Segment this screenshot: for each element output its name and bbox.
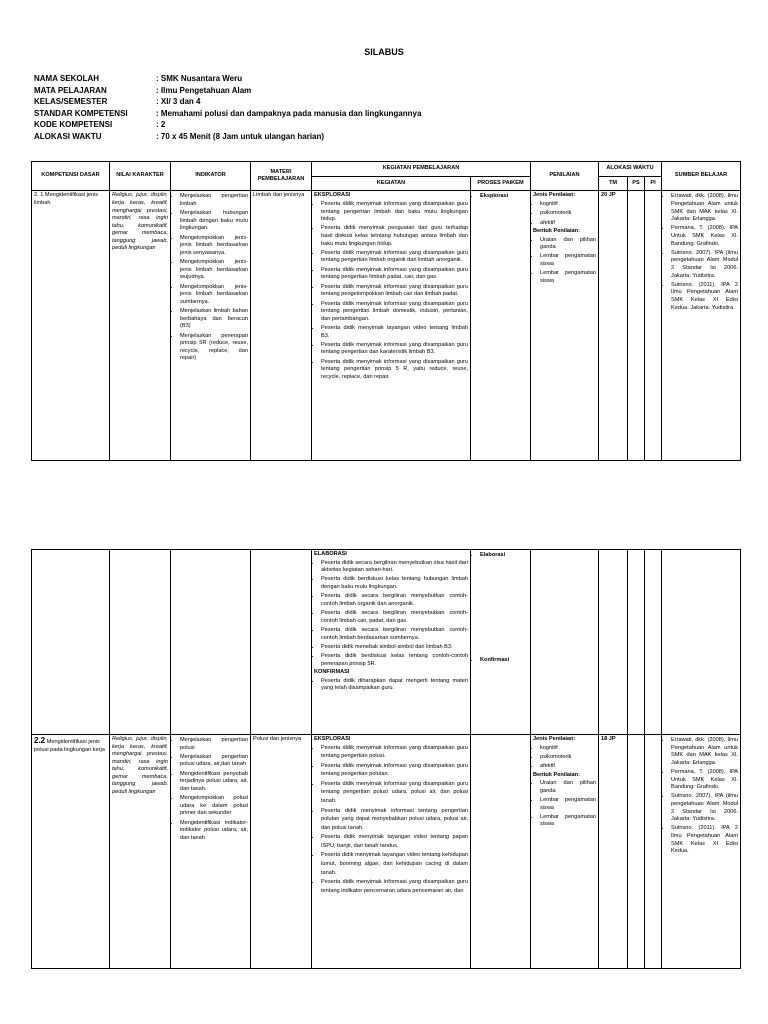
list-item: • Peserta didik menyimak tayangan video tentang papan ISPU, banjir, dan tanah tandus. [321, 833, 468, 850]
list-item: • Peserta didik menyimak informasi yang disampaikan guru tentang pengertian polutan. [321, 762, 468, 779]
info-value: : 2 [156, 120, 166, 130]
identity-block [34, 73, 421, 143]
jenis-penilaian-title: Jenis Penilaian: [533, 192, 576, 199]
indikator-cell [171, 735, 251, 969]
header-sumber-belajar: SUMBER BELAJAR [662, 162, 741, 191]
materi-cell: Limbah dan jenisnya [251, 191, 312, 461]
info-value: : XI/ 3 dan 4 [156, 97, 201, 107]
list-item: • Peserta didik menyimak tayangan video tentang limbah B3. [321, 324, 468, 340]
list-item: • afektif [540, 219, 596, 228]
penilaian-cell [531, 191, 599, 461]
list-item: • Peserta didik menyimak informasi yang disampaikan guru tentang pengertian limbah dan baku mutu lingkungan hidup. [321, 200, 468, 224]
list-item: • Mengidentifikasi penyebab terjadinya polusi udara, air, dan tanah. [180, 770, 248, 794]
list-item: • Mengidentifikasi indikator-indikator polusi udara, air, dan tanah [180, 819, 248, 843]
kd-number: 2. 1 [34, 192, 44, 199]
list-item: • Peserta didik menyimak informasi yang disampaikan guru tentang indikator pencemaran udara pencemaran air, dan [321, 878, 468, 895]
syllabus-table-page-2 [31, 549, 741, 969]
list-item: • Eksplorasi [480, 192, 528, 201]
info-label: KELAS/SEMESTER [34, 97, 108, 107]
list-item: • Peserta didik secara bergiliran menyebutkan sisa hasil dari aktivitas kegiatan sehari-hari. [321, 559, 468, 575]
info-value: : 70 x 45 Menit (8 Jam untuk ulangan harian) [156, 131, 325, 141]
nilai-karakter-cell [110, 550, 171, 735]
list-item: • Peserta didik menyimak informasi yang disampaikan guru tentang pengertian polusi. [321, 744, 468, 761]
kompetensi-dasar-cell [32, 550, 110, 735]
sumber-belajar-cell [662, 735, 741, 969]
info-row [34, 131, 421, 143]
list-item: • Peserta didik menyimak informasi yang disampaikan guru tentang pengertian limbah domestik, industri, pertanian, dan pertambangan. [321, 300, 468, 324]
syllabus-table-page-1 [31, 161, 741, 461]
list-item: • Peserta didik menyimak informasi yang disampaikan guru tentang pengertian polusi udara, polusi air, dan polusi tanah. [321, 780, 468, 806]
list-item: • Sutrisno. 2007). IPA (ilmu pengetahuan Alam Modul 2 Standar Isi 2006. Jakarta: Yudistira. [671, 792, 738, 823]
kegiatan-cell [312, 735, 471, 969]
ps-cell [628, 191, 645, 461]
list-item: • Peserta didik menyimak informasi yang disampaikan guru tentang pengelompokkan limbah cair dan limbah padat. [321, 283, 468, 299]
header-indikator: INDIKATOR [171, 162, 251, 191]
kd-text: Mengidentifikasi jenis polusi pada lingkungan kerja [34, 739, 105, 753]
list-item: • Permana, T. (2008). IPA Untuk SMK Kelas XI. Bandung: Grafindo. [671, 768, 738, 792]
proses-paikem-cell [471, 735, 531, 969]
list-item: • Peserta didik menyimak informasi yang disampaikan guru tentang pengertian limbah padat, cair, dan gas. [321, 266, 468, 282]
list-item: • Sutrisno. 2007). IPA (ilmu pengetahuan Alam Modul 2 Standar Isi 2006. Jakarta: Yudistira. [671, 249, 738, 280]
nilai-karakter-cell: Religius, jujur, displin, kerja keras, kreatif, menghargai prestasi, mandiri, rasa ingin tahu, komunikatif, gemar membaca, tanggung jawab, peduli lingkungan [110, 191, 171, 461]
kd-text: Mengidentifikasi jenis limbah [34, 192, 99, 207]
table-row [32, 191, 741, 461]
list-item: • Lembar pengamatan siswa [540, 269, 596, 285]
sumber-belajar-cell [662, 550, 741, 735]
list-item: • Peserta didik berdiskusi kelas tentang contoh-contoh penerapan prinsip 5R. [321, 652, 468, 668]
ps-cell [628, 550, 645, 735]
list-item: • Peserta didik menyimak informasi tentang pengertian polutan yang dapat menyebabkan polusi udara, polusi air, dan polusi tanah. [321, 807, 468, 833]
list-item: • Errawati, dkk. (2008). Ilmu Pengetahuan Alam untuk SMK dan MAK kelas XI. Jakarta: Erlangga. [671, 736, 738, 767]
section-title-elaborasi: ELABORASI [314, 551, 347, 557]
list-item: • Lembar pengamatan siswa [540, 813, 596, 829]
info-label: ALOKASI WAKTU [34, 131, 102, 141]
info-label: NAMA SEKOLAH [34, 74, 100, 83]
list-item: • Menjelaskan pengertian polusi [180, 736, 248, 752]
list-item: • Peserta didik menyimak informasi yang disampaikan guru tentang pengertian limbah organik dan limbah anorganik. [321, 249, 468, 265]
list-item: • Lembar pengamatan siswa [540, 252, 596, 268]
indikator-cell [171, 550, 251, 735]
kompetensi-dasar-cell [32, 191, 110, 461]
section-title-konfirmasi: KONFIRMASI [314, 669, 350, 676]
proses-paikem-cell [471, 550, 531, 735]
section-title-eksplorasi: EKSPLORASI [314, 192, 351, 199]
list-item: • Sutrisno. (2011). IPA 2 Ilmu Pengetahuan Alam SMK Kelas XI Edisi Kedua. Jakarta: Yudistira. [671, 281, 738, 312]
nilai-karakter-cell: Religius, jujur, displin, kerja keras, kreatif, menghargai prestasi, mandiri, rasa ingin tahu, komunikatif, gemar membaca, tanggung jawab, peduli lingkungan [110, 735, 171, 969]
list-item: • Errawati, dkk. (2008). Ilmu Pengetahuan Alam untuk SMK dan MAK kelas XI. Jakarta: Erlangga. [671, 192, 738, 223]
list-item: • kognitif [540, 200, 596, 209]
list-item: • Mengelompokkan polusi udara ke dalam polusi primer dan sekunder [180, 794, 248, 818]
info-row [34, 73, 421, 85]
section-title-eksplorasi: EKSPLORASI [314, 736, 351, 742]
tm-cell: 20 JP [599, 191, 628, 461]
list-item: • Uraian dan pilihan ganda [540, 779, 596, 795]
bentuk-penilaian-title: Bentuk Penilaian: [533, 228, 580, 235]
list-item: • Peserta didik secara bergiliran menyebutkan contoh-contoh limbah berdasarkan sumbernya. [321, 626, 468, 642]
table-row [32, 735, 741, 969]
info-value: : SMK Nusantara Weru [156, 74, 243, 83]
info-label: STANDAR KOMPETENSI [34, 108, 128, 118]
header-alokasi-waktu: ALOKASI WAKTU [599, 162, 662, 177]
list-item: • Menjelaskan hubungan limbah dengan baku mutu lingkungan. [180, 209, 248, 233]
list-item: • afektif [540, 762, 596, 771]
proses-paikem-cell [471, 191, 531, 461]
info-value: : Memahami polusi dan dampaknya pada manusia dan lingkungannya [156, 108, 422, 118]
list-item: • Peserta didik berdiskusi kelas tentang hubungan limbah dengan baku mutu lingkungan. [321, 575, 468, 591]
header-proses-paikem: PROSES PAIKEM [471, 176, 531, 191]
pi-cell [645, 735, 662, 969]
list-item: • Mengelompokkan jenis-jenis limbah berdasarkan wujudnya. [180, 258, 248, 282]
list-item: • Mengelompokkan jenis-jenis limbah berdasarkan sumbernya. [180, 283, 248, 307]
list-item: • Menjelaskan penerapan prinsip 5R (reduce, reuse, recycle, replace, dan repair) [180, 332, 248, 363]
sumber-belajar-cell [662, 191, 741, 461]
info-row [34, 108, 421, 120]
tm-cell [599, 550, 628, 735]
ps-cell [628, 735, 645, 969]
list-item: • Peserta didik secara bergiliran menyebutkan contoh-contoh limbah organik dan anorganik. [321, 592, 468, 608]
pi-cell [645, 550, 662, 735]
header-nilai-karakter: NILAI KARAKTER [110, 162, 171, 191]
tm-cell: 18 JP [599, 735, 628, 969]
list-item: • Peserta didik menyimak informasi yang disampaikan guru tentang pengertian prinsip 5 R, yaitu reduce, reuse, recycle, replace, dan repair. [321, 358, 468, 382]
table-row [32, 550, 741, 735]
info-row [34, 96, 421, 108]
list-item: • Menjelaskan limbah bahan berbahaya dan beracun (B3) [180, 307, 248, 331]
header-tm: TM [599, 176, 628, 191]
header-kompetensi-dasar: KOMPETENSI DASAR [32, 162, 110, 191]
list-item: • Lembar pengamatan siswa [540, 796, 596, 812]
indikator-cell [171, 191, 251, 461]
list-item: • Elaborasi [480, 551, 528, 560]
list-item: • Peserta didik menyimak penguatan dari guru terhadap hasil diskusi kelas tetntang hubungan antara limbah dan baku mutu lingkungan hidup. [321, 224, 468, 248]
kegiatan-cell [312, 191, 471, 461]
list-item: • Menjelaskan pengertian polusi udara, air,dan tanah [180, 753, 248, 769]
list-item: • Peserta didik menyimak tayangan video tentang kehidupan lumut, booming algae, dan kehidupan cacing di dalam tanah. [321, 851, 468, 877]
penilaian-cell [531, 735, 599, 969]
materi-cell [251, 550, 312, 735]
info-label: MATA PELAJARAN [34, 85, 107, 95]
list-item: • Uraian dan pilihan ganda [540, 236, 596, 252]
list-item: • Peserta didik menyimak informasi yang disampaikan guru tentang pengertian dan karateristik limbah B3. [321, 341, 468, 357]
list-item: • psikomotorik [540, 753, 596, 762]
list-item: • Konfirmasi [480, 656, 528, 665]
document-title: SILABUS [364, 47, 404, 57]
header-ps: PS [628, 176, 645, 191]
materi-cell: Polusi dan jenisnya [251, 735, 312, 969]
kd-number: 2.2 [34, 736, 46, 745]
kegiatan-cell [312, 550, 471, 735]
info-label: KODE KOMPETENSI [34, 120, 113, 130]
penilaian-cell [531, 550, 599, 735]
jenis-penilaian-title: Jenis Penilaian: [533, 736, 576, 742]
header-kegiatan-pembelajaran: KEGIATAN PEMBELAJARAN [312, 162, 531, 177]
list-item: • Sutrisno. (2011). IPA 2 Ilmu Pengetahuan Alam SMK Kelas XI Edisi Kedua. [671, 824, 738, 855]
bentuk-penilaian-title: Bentuk Penilaian: [533, 771, 580, 778]
info-row [34, 85, 421, 97]
header-pi: PI [645, 176, 662, 191]
list-item: • Mengelompokkan jenis-jenis limbah berdasarkan jenis senyawanya. [180, 234, 248, 258]
list-item: • Peserta didik menebak simbol-simbol dari limbah B3. [321, 643, 468, 652]
list-item: • Peserta didik diharapkan dapat mengerti tentang materi yang telah disampaikan guru. [321, 677, 468, 693]
info-row [34, 119, 421, 131]
kompetensi-dasar-cell [32, 735, 110, 969]
header-penilaian: PENILAIAN [531, 162, 599, 191]
list-item: • Menjelaskan pengertian limbah [180, 192, 248, 208]
list-item: • psikomotorik [540, 209, 596, 218]
info-value: : Ilmu Pengetahuan Alam [156, 85, 252, 95]
header-materi: MATERI PEMBELAJARAN [251, 162, 312, 191]
list-item: • kognitif [540, 744, 596, 753]
header-kegiatan: KEGIATAN [312, 176, 471, 191]
list-item: • Permana, T. (2008). IPA Untuk SMK Kelas XI. Bandung: Grafindo. [671, 224, 738, 248]
pi-cell [645, 191, 662, 461]
header-row [32, 162, 741, 177]
list-item: • Peserta didik secara bergiliran menyebutkan contoh-contoh limbah cair, padat, dan gas. [321, 609, 468, 625]
